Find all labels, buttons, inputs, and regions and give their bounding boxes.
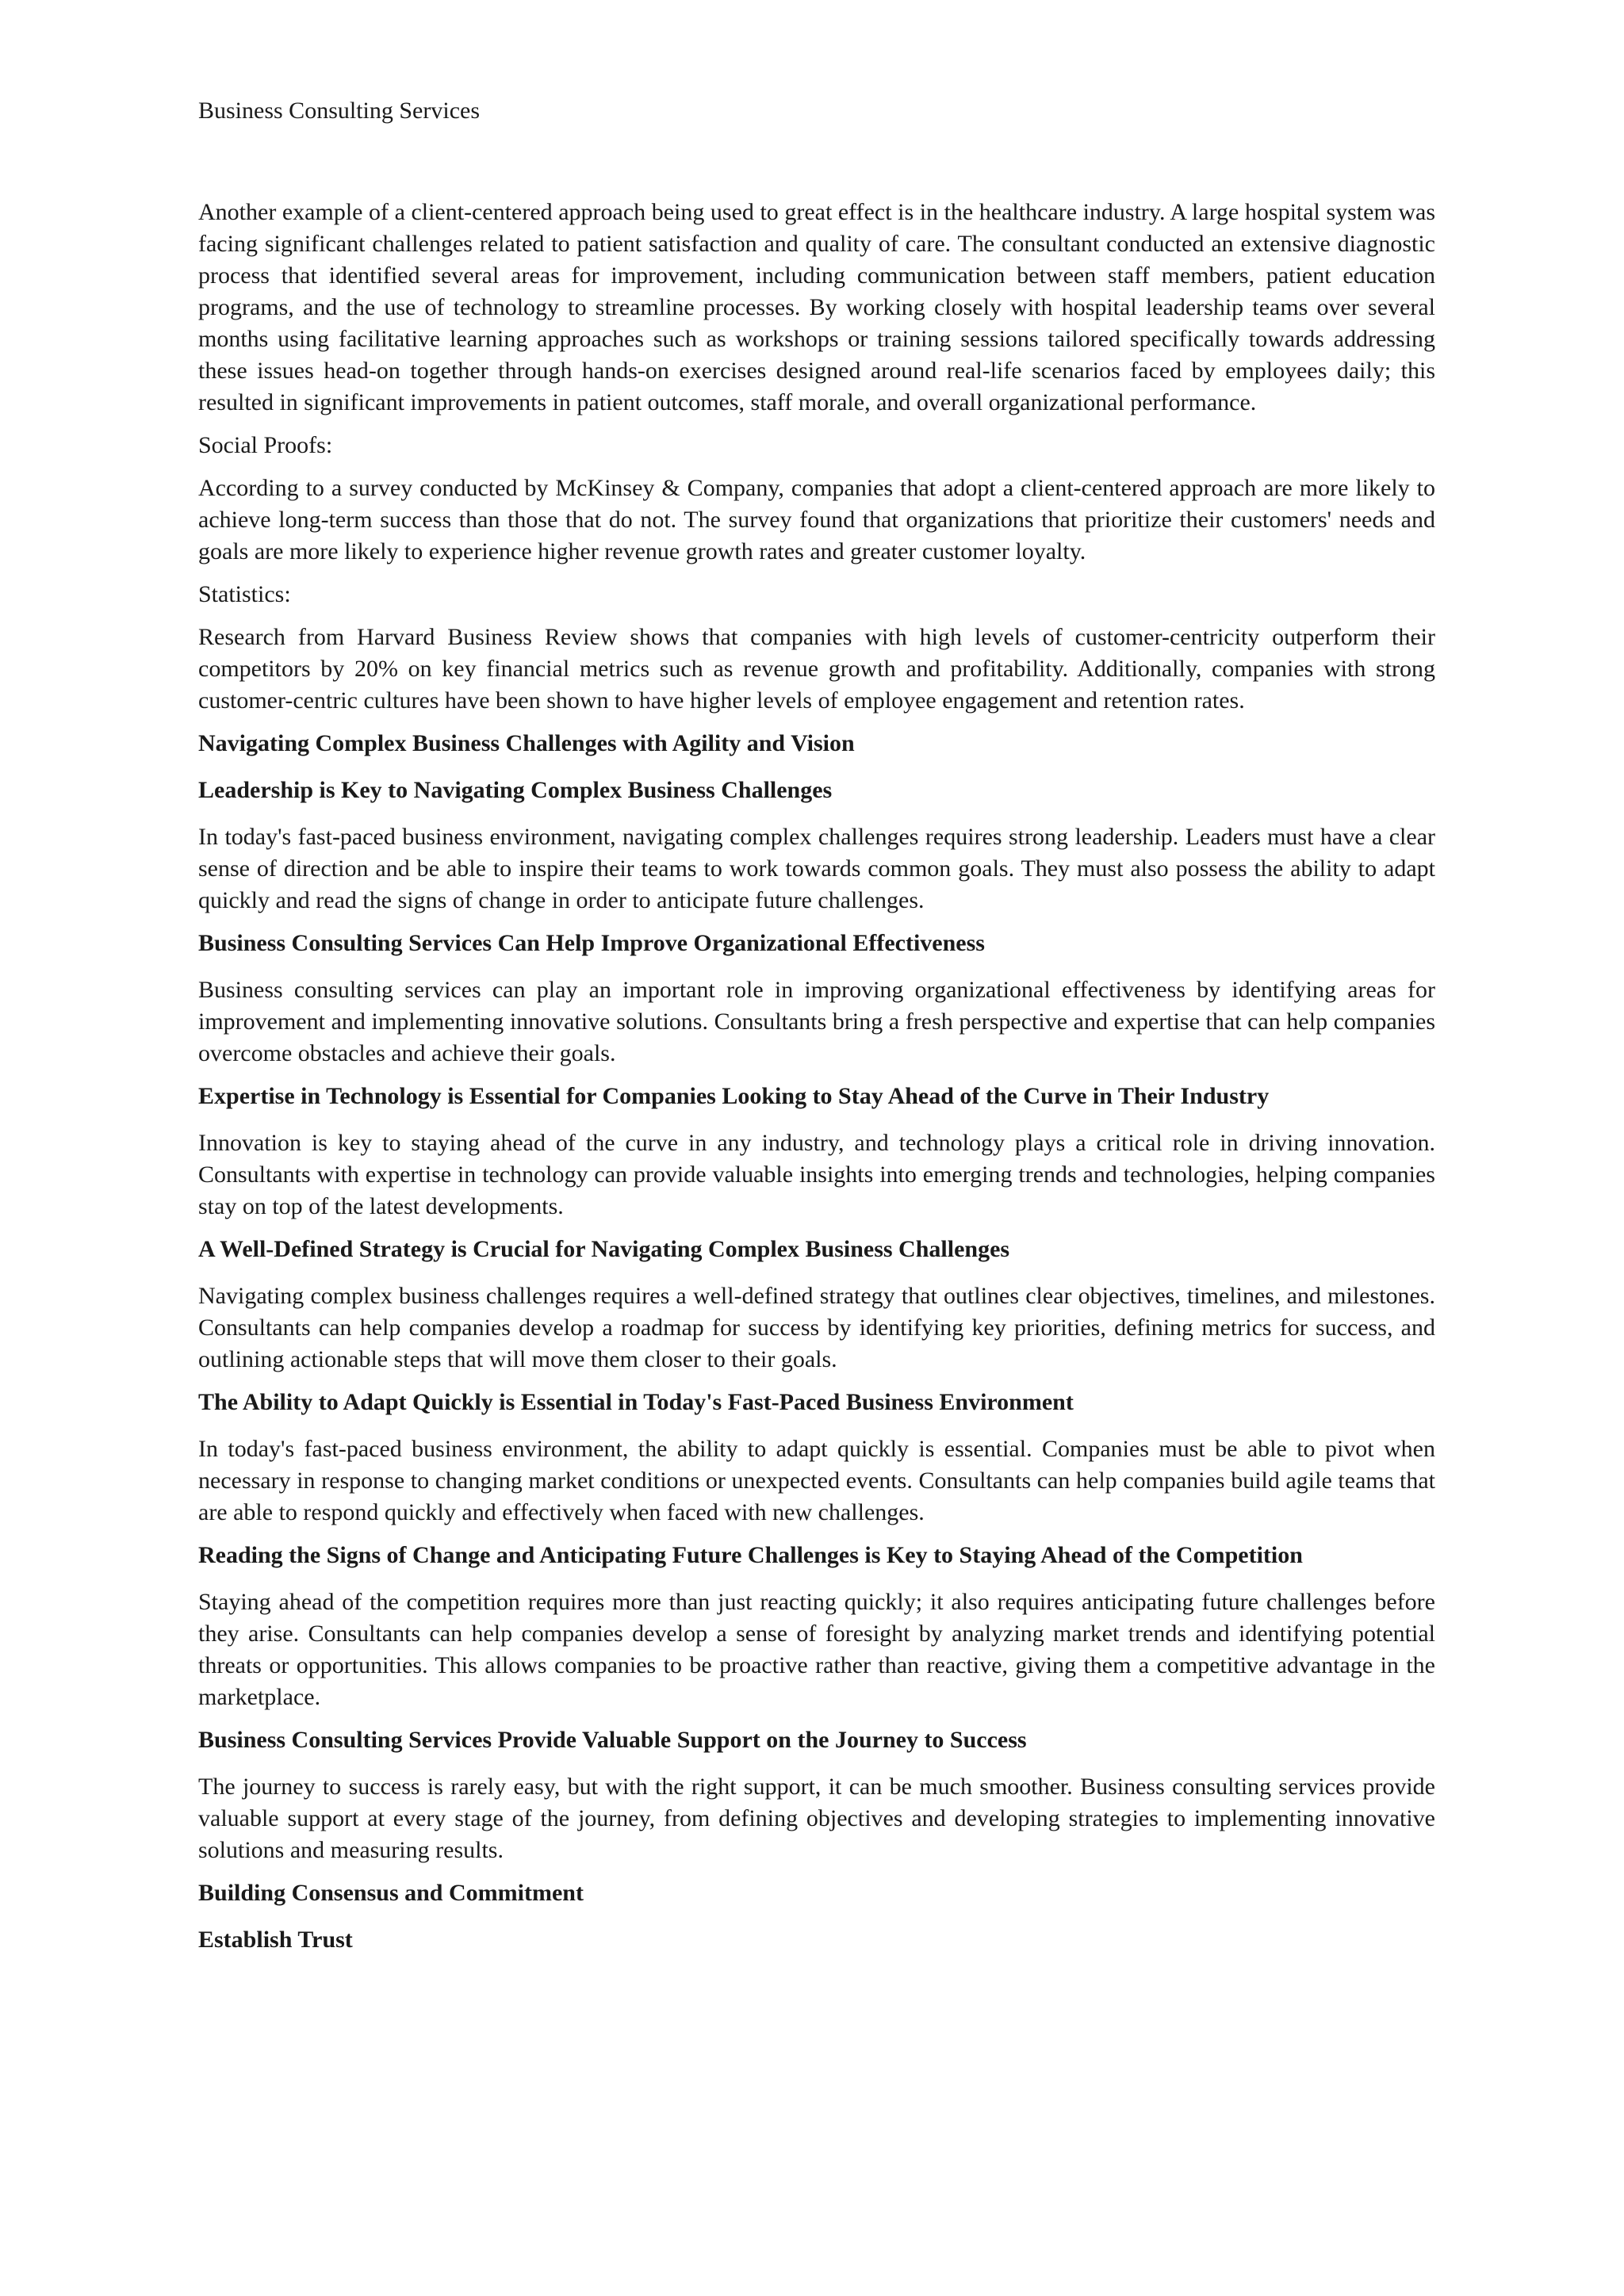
heading-adapt-quickly: The Ability to Adapt Quickly is Essential in Today's Fast-Paced Business Environment <box>198 1389 1074 1415</box>
paragraph-social-proofs: According to a survey conducted by McKinsey & Company, companies that adopt a client-centered approach are more likely to achieve long-term success than those that do not. The survey found that organizations that prioritize their customers' needs and goals are more likely to experience higher revenue growth rates and greater customer loyalty. <box>198 475 1435 564</box>
paragraph-signs-of-change: Staying ahead of the competition requires more than just reacting quickly; it also requires anticipating future challenges before they arise. Consultants can help companies develop a sense of foresight by analyzing market trends and identifying potential threats or opportunities. This allows companies to be proactive rather than reactive, giving them a competitive advantage in the marketplace. <box>198 1589 1435 1710</box>
paragraph-organizational-effectiveness: Business consulting services can play an important role in improving organizational effectiveness by identifying areas for improvement and implementing innovative solutions. Consultants bring a fresh perspective and expertise that can help companies overcome obstacles and achieve their goals. <box>198 977 1435 1066</box>
heading-technology-expertise: Expertise in Technology is Essential for Companies Looking to Stay Ahead of the Curve in Their Industry <box>198 1083 1270 1109</box>
heading-leadership: Leadership is Key to Navigating Complex Business Challenges <box>198 777 833 803</box>
paragraph-strategy: Navigating complex business challenges requires a well-defined strategy that outlines clear objectives, timelines, and milestones. Consultants can help companies develop a roadmap for success by identifying key priorities, defining metrics for success, and outlining actionable steps that will move them closer to their goals. <box>198 1283 1435 1372</box>
heading-valuable-support: Business Consulting Services Provide Valuable Support on the Journey to Success <box>198 1727 1027 1753</box>
paragraph-valuable-support: The journey to success is rarely easy, but with the right support, it can be much smoother. Business consulting services provide valuable support at every stage of the journey, from defining objectives and developing strategies to implementing innovative solutions and measuring results. <box>198 1774 1435 1863</box>
heading-organizational-effectiveness: Business Consulting Services Can Help Improve Organizational Effectiveness <box>198 930 985 956</box>
document-body <box>198 197 1435 1971</box>
paragraph-healthcare-example: Another example of a client-centered approach being used to great effect is in the healthcare industry. A large hospital system was facing significant challenges related to patient satisfaction and quality of care. The consultant conducted an extensive diagnostic process that identified several areas for improvement, including communication between staff members, patient education programs, and the use of technology to streamline processes. By working closely with hospital leadership teams over several months using facilitative learning approaches such as workshops or training sessions tailored specifically towards addressing these issues head-on together through hands-on exercises designed around real-life scenarios faced by employees daily; this resulted in significant improvements in patient outcomes, staff morale, and overall organizational performance. <box>198 199 1435 415</box>
paragraph-adapt-quickly: In today's fast-paced business environment, the ability to adapt quickly is essential. Companies must be able to pivot when necessary in response to changing market conditions or unexpected events. Consultants can help companies build agile teams that are able to respond quickly and effectively when faced with new challenges. <box>198 1436 1435 1525</box>
heading-establish-trust: Establish Trust <box>198 1927 353 1953</box>
heading-consensus-commitment: Building Consensus and Commitment <box>198 1880 584 1906</box>
paragraph-statistics: Research from Harvard Business Review shows that companies with high levels of customer-centricity outperform their competitors by 20% on key financial metrics such as revenue growth and profitability. Additionally, companies with strong customer-centric cultures have been shown to have higher levels of employee engagement and retention rates. <box>198 624 1435 714</box>
heading-strategy: A Well-Defined Strategy is Crucial for Navigating Complex Business Challenges <box>198 1236 1010 1262</box>
heading-navigating-challenges: Navigating Complex Business Challenges with Agility and Vision <box>198 730 855 756</box>
running-header: Business Consulting Services <box>198 98 481 124</box>
heading-signs-of-change: Reading the Signs of Change and Anticipating Future Challenges is Key to Staying Ahead of the Competition <box>198 1542 1303 1568</box>
label-statistics: Statistics: <box>198 581 291 607</box>
paragraph-leadership: In today's fast-paced business environment, navigating complex challenges requires strong leadership. Leaders must have a clear sense of direction and be able to inspire their teams to work towards common goals. They must also possess the ability to adapt quickly and read the signs of change in order to anticipate future challenges. <box>198 824 1435 913</box>
paragraph-technology-expertise: Innovation is key to staying ahead of the curve in any industry, and technology plays a critical role in driving innovation. Consultants with expertise in technology can provide valuable insights into emerging trends and technologies, helping companies stay on top of the latest developments. <box>198 1130 1435 1219</box>
label-social-proofs: Social Proofs: <box>198 432 333 458</box>
